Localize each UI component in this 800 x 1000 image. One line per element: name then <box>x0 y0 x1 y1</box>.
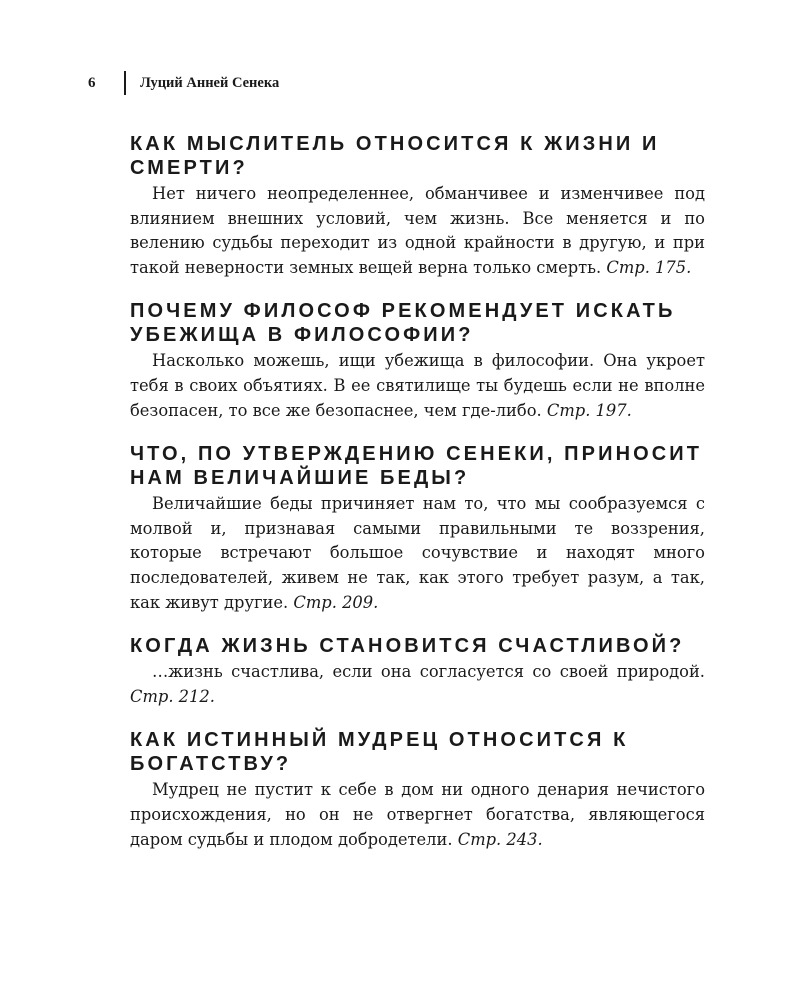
page-reference: Стр. 197. <box>546 400 632 420</box>
answer-text: Нет ничего неопределеннее, обманчивее и изменчивее под влиянием внешних условий, чем жизнь. Все меняется и по велению судьбы переходит из одной крайности в другую, и при такой неверности земных вещей верна только смерть. <box>130 184 705 277</box>
page-reference: Стр. 243. <box>457 829 543 849</box>
page-reference: Стр. 209. <box>293 592 379 612</box>
running-header <box>88 70 279 96</box>
section-question: ПОЧЕМУ ФИЛОСОФ РЕКОМЕНДУЕТ ИСКАТЬ УБЕЖИЩА В ФИЛОСОФИИ? <box>130 300 676 347</box>
answer-text: Величайшие беды причиняет нам то, что мы сообразуемся с молвой и, признавая самыми правильными те воззрения, которые встречают большое сочувствие и находят много последователей, живем не так, как этого требует разум, а так, как живут другие. <box>130 494 705 612</box>
qa-section <box>130 299 705 423</box>
qa-section <box>130 132 705 280</box>
section-question: КОГДА ЖИЗНЬ СТАНОВИТСЯ СЧАСТЛИВОЙ? <box>130 635 685 658</box>
section-answer <box>130 492 705 615</box>
section-answer <box>130 778 705 852</box>
answer-text: Мудрец не пустит к себе в дом ни одного денария нечистого происхождения, но он не отвергнет богатства, являющегося даром судьбы и плодом добродетели. <box>130 780 705 849</box>
page-content <box>130 132 705 871</box>
section-answer <box>130 182 705 280</box>
answer-text: Насколько можешь, ищи убежища в философии. Она укроет тебя в своих объятиях. В ее святилище ты будешь если не вполне безопасен, то все же безопаснее, чем где-либо. <box>130 351 705 420</box>
page-reference: Стр. 175. <box>606 257 692 277</box>
running-title: Луций Анней Сенека <box>140 74 280 91</box>
header-divider <box>124 71 126 95</box>
section-question: ЧТО, ПО УТВЕРЖДЕНИЮ СЕНЕКИ, ПРИНОСИТ НАМ ВЕЛИЧАЙШИЕ БЕДЫ? <box>130 443 703 490</box>
section-question: КАК МЫСЛИТЕЛЬ ОТНОСИТСЯ К ЖИЗНИ И СМЕРТИ? <box>130 133 660 179</box>
qa-section <box>130 728 705 852</box>
page-reference: Стр. 212. <box>130 686 215 706</box>
qa-section <box>130 442 705 615</box>
section-answer <box>130 349 705 423</box>
qa-section <box>130 634 705 709</box>
section-answer <box>130 660 705 709</box>
answer-text: …жизнь счастлива, если она согласуется со своей природой. <box>152 662 705 682</box>
section-question: КАК ИСТИННЫЙ МУДРЕЦ ОТНОСИТСЯ К БОГАТСТВУ? <box>130 729 629 776</box>
page-number: 6 <box>88 74 96 91</box>
